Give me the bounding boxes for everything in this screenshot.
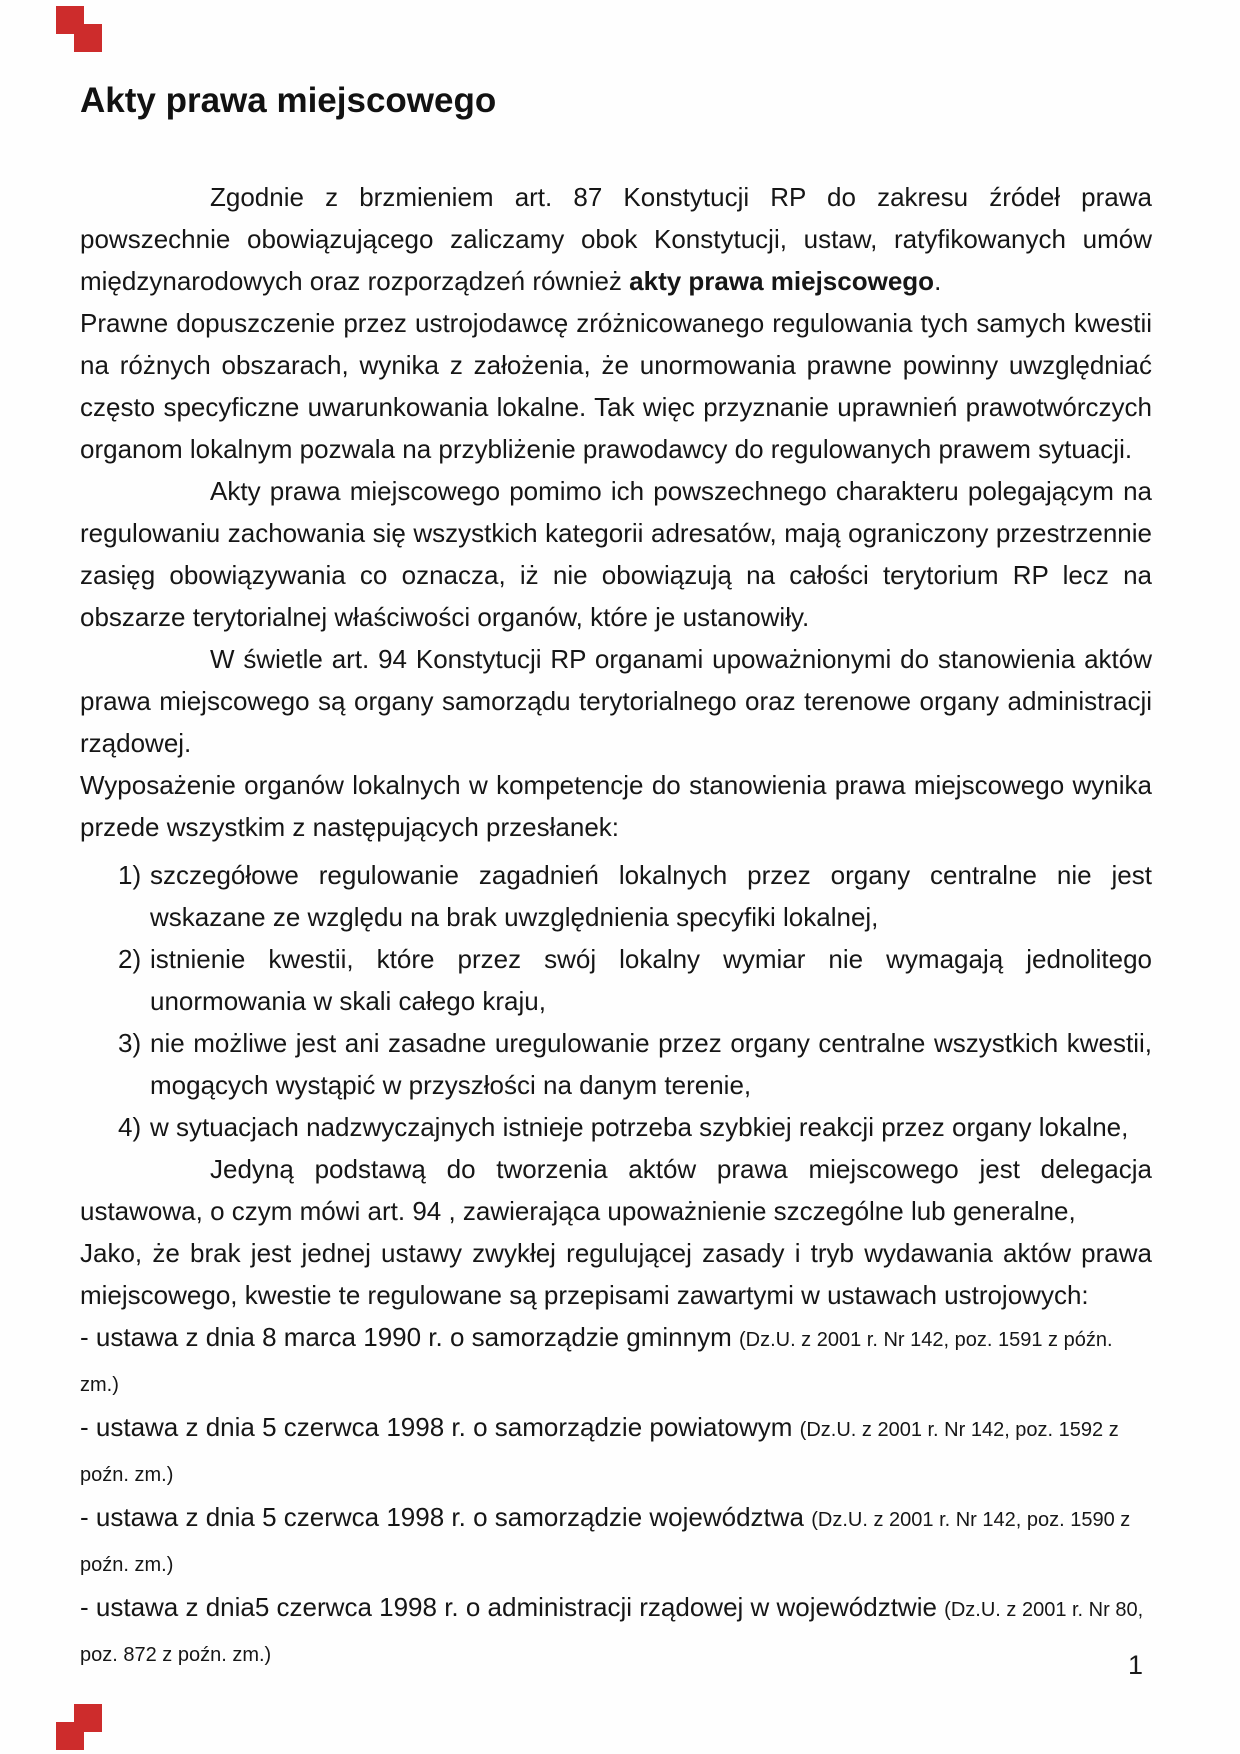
corner-watermark-bottom-icon <box>74 1704 102 1732</box>
paragraph-jedyna-podstawa: Jedyną podstawą do tworzenia aktów prawa miejscowego jest delegacja ustawowa, o czym mówi art. 94 , zawierająca upoważnienie szczególne lub generalne, <box>80 1154 1152 1226</box>
citation-wojewodztwa <box>80 1496 1152 1586</box>
paragraph-prawne-dopuszczenie: Prawne dopuszczenie przez ustrojodawcę zróżnicowanego regulowania tych samych kwestii na różnych obszarach, wynika z założenia, że unormowania prawne powinny uwzględniać często specyficzne uwarunkowania lokalne. Tak więc przyznanie uprawnień prawotwórczych organom lokalnym pozwala na przybliżenie prawodawcy do regulowanych prawem sytuacji. <box>80 308 1152 464</box>
document-content <box>80 80 1152 1676</box>
citation-reference: (Dz.U. z 2001 r. Nr 142, poz. 1592 z poźn. zm.) <box>80 1419 1119 1486</box>
paragraph-art94: W świetle art. 94 Konstytucji RP organami upoważnionymi do stanowienia aktów prawa miejscowego są organy samorządu terytorialnego oraz terenowe organy administracji rządowej. <box>80 644 1152 758</box>
list-item-text: nie możliwe jest ani zasadne uregulowanie przez organy centralne wszystkich kwestii, mogących wystąpić w przyszłości na danym terenie, <box>150 1028 1152 1100</box>
list-item-marker: 4) <box>118 1112 142 1142</box>
citation-main: - ustawa z dnia 5 czerwca 1998 r. o samorządzie powiatowym <box>80 1412 800 1442</box>
paragraph-jako-ze-brak: Jako, że brak jest jednej ustawy zwykłej regulującej zasady i tryb wydawania aktów prawa miejscowego, kwestie te regulowane są przepisami zawartymi w ustawach ustrojowych: <box>80 1238 1152 1310</box>
list-item-marker: 3) <box>118 1028 142 1058</box>
citation-powiatowa <box>80 1406 1152 1496</box>
citation-main: - ustawa z dnia 5 czerwca 1998 r. o samorządzie województwa <box>80 1502 812 1532</box>
paragraph-akty-charakter: Akty prawa miejscowego pomimo ich powszechnego charakteru polegającym na regulowaniu zachowania się wszystkich kategorii adresatów, mają ograniczony przestrzennie zasięg obowiązywania co oznacza, iż nie obowiązują na całości terytorium RP lecz na obszarze terytorialnej właściwości organów, które je ustanowiły. <box>80 476 1152 632</box>
list-item <box>80 1022 1152 1106</box>
citation-reference: (Dz.U. z 2001 r. Nr 142, poz. 1590 z poźn. zm.) <box>80 1509 1131 1576</box>
intro-text-bold: akty prawa miejscowego <box>629 266 935 296</box>
reasons-list <box>80 854 1152 1148</box>
intro-text-post: . <box>934 266 942 296</box>
citation-gminna <box>80 1316 1152 1406</box>
citation-reference: (Dz.U. z 2001 r. Nr 80, poz. 872 z poźn. zm.) <box>80 1599 1144 1666</box>
intro-text-pre: Zgodnie z brzmieniem art. 87 Konstytucji RP do zakresu źródeł prawa powszechnie obowiązującego zaliczamy obok Konstytucji, ustaw, ratyfikowanych umów międzynarodowych oraz rozporządzeń również <box>80 182 1152 296</box>
paragraph-wyposazenie: Wyposażenie organów lokalnych w kompetencje do stanowienia prawa miejscowego wynika przede wszystkim z następujących przesłanek: <box>80 770 1152 842</box>
statute-citations <box>80 1316 1152 1676</box>
page-number: 1 <box>1128 1650 1144 1680</box>
citation-main: - ustawa z dnia5 czerwca 1998 r. o administracji rządowej w województwie <box>80 1592 945 1622</box>
page-title: Akty prawa miejscowego <box>80 81 497 120</box>
citation-administracja-rzadowa <box>80 1586 1152 1676</box>
list-item-marker: 2) <box>118 944 142 974</box>
citation-main: - ustawa z dnia 8 marca 1990 r. o samorządzie gminnym <box>80 1322 739 1352</box>
corner-watermark-top-icon <box>74 24 102 52</box>
list-item <box>80 854 1152 938</box>
citation-reference: (Dz.U. z 2001 r. Nr 142, poz. 1591 z późn. zm.) <box>80 1329 1113 1396</box>
list-item-text: w sytuacjach nadzwyczajnych istnieje potrzeba szybkiej reakcji przez organy lokalne, <box>150 1112 1129 1142</box>
list-item-text: istnienie kwestii, które przez swój lokalny wymiar nie wymagają jednolitego unormowania w skali całego kraju, <box>150 944 1152 1016</box>
list-item <box>80 1106 1152 1148</box>
list-item-text: szczegółowe regulowanie zagadnień lokalnych przez organy centralne nie jest wskazane ze względu na brak uwzględnienia specyfiki lokalnej, <box>150 860 1152 932</box>
paragraph-intro <box>80 176 1152 302</box>
list-item <box>80 938 1152 1022</box>
list-item-marker: 1) <box>118 860 142 890</box>
